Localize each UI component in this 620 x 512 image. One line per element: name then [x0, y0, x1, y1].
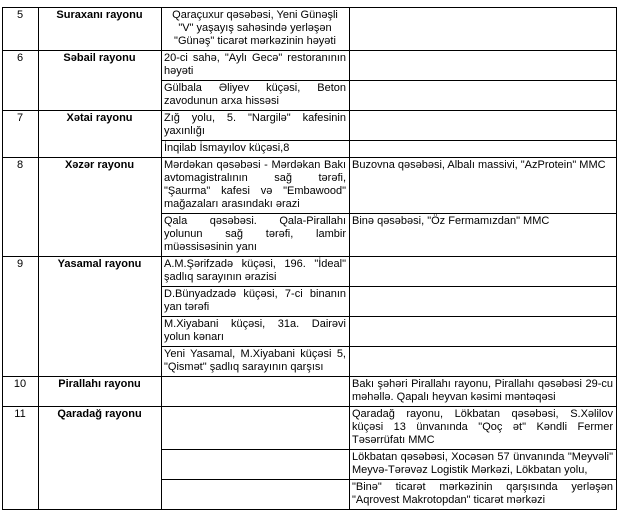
table-row: [3, 8, 617, 51]
table-row: [3, 51, 617, 81]
location-cell: Yeni Yasamal, M.Xiyabani küçəsi 5, "Qismət" şadlıq sarayının qarşısı: [162, 347, 350, 377]
location-cell: Qala qəsəbəsi. Qala-Pirallahı yolunun sağ tərəfi, lambir müəssisəsinin yanı: [162, 214, 350, 257]
row-number: 10: [3, 377, 39, 407]
location-cell: [162, 377, 350, 407]
location-cell: "Binə" ticarət mərkəzinin qarşısında yerləşən "Aqrovest Makrotopdan" ticarət mərkəzi: [350, 480, 617, 510]
rayon-name: Suraxanı rayonu: [39, 8, 162, 51]
location-cell: [350, 317, 617, 347]
location-cell: Gülbala Əliyev küçəsi, Beton zavodunun arxa hissəsi: [162, 81, 350, 111]
location-cell: [162, 407, 350, 450]
table-row: [3, 377, 617, 407]
location-cell: 20-ci sahə, "Aylı Gecə" restoranının həyəti: [162, 51, 350, 81]
table-row: [3, 158, 617, 214]
location-cell: [350, 51, 617, 81]
location-cell: Mərdəkan qəsəbəsi - Mərdəkan Bakı avtomagistralının sağ tərəfi, "Şaurma" kafesi və "Embawood" mağazaları arasındakı ərazi: [162, 158, 350, 214]
location-cell: Buzovna qəsəbəsi, Albalı massivi, "AzProtein" MMC: [350, 158, 617, 214]
location-cell: D.Bünyadzadə küçəsi, 7-ci binanın yan tərəfi: [162, 287, 350, 317]
rayon-name: Xəzər rayonu: [39, 158, 162, 257]
location-cell: [350, 347, 617, 377]
location-cell: [350, 111, 617, 141]
rayon-locations-table: [2, 7, 617, 510]
location-cell: [350, 81, 617, 111]
row-number: 6: [3, 51, 39, 111]
row-number: 8: [3, 158, 39, 257]
table-row: [3, 257, 617, 287]
location-cell: [162, 480, 350, 510]
row-number: 11: [3, 407, 39, 510]
row-number: 9: [3, 257, 39, 377]
rayon-name: Xətai rayonu: [39, 111, 162, 158]
location-cell: Zığ yolu, 5. "Nargilə" kafesinin yaxınlığı: [162, 111, 350, 141]
location-cell: A.M.Şərifzadə küçəsi, 196. "İdeal" şadlıq sarayının ərazisi: [162, 257, 350, 287]
rayon-name: Qaradağ rayonu: [39, 407, 162, 510]
location-cell: [350, 287, 617, 317]
rayon-name: Səbail rayonu: [39, 51, 162, 111]
location-cell: Bakı şəhəri Pirallahı rayonu, Pirallahı qəsəbəsi 29-cu məhəllə. Qapalı heyvan kəsimi məntəqəsi: [350, 377, 617, 407]
location-cell: Qaraçuxur qəsəbəsi, Yeni Günəşli "V" yaşayış sahəsində yerləşən "Günəş" ticarət mərkəzinin həyəti: [162, 8, 350, 51]
rayon-name: Pirallahı rayonu: [39, 377, 162, 407]
location-cell: [350, 141, 617, 158]
location-cell: [350, 257, 617, 287]
rayon-name: Yasamal rayonu: [39, 257, 162, 377]
location-cell: Lökbatan qəsəbəsi, Xocəsən 57 ünvanında "Meyvəli" Meyvə-Tərəvəz Logistik Mərkəzi, Lökbatan yolu,: [350, 450, 617, 480]
table-row: [3, 407, 617, 450]
row-number: 5: [3, 8, 39, 51]
location-cell: Qaradağ rayonu, Lökbatan qəsəbəsi, S.Xəlilov küçəsi 13 ünvanında "Qoç ət" Kəndli Fermer Təsərrüfatı MMC: [350, 407, 617, 450]
table-row: [3, 111, 617, 141]
location-cell: [162, 450, 350, 480]
location-cell: [350, 8, 617, 51]
location-cell: Binə qəsəbəsi, "Öz Fermamızdan" MMC: [350, 214, 617, 257]
location-cell: M.Xiyabani küçəsi, 31a. Dairəvi yolun kənarı: [162, 317, 350, 347]
row-number: 7: [3, 111, 39, 158]
location-cell: İnqilab İsmayılov küçəsi,8: [162, 141, 350, 158]
